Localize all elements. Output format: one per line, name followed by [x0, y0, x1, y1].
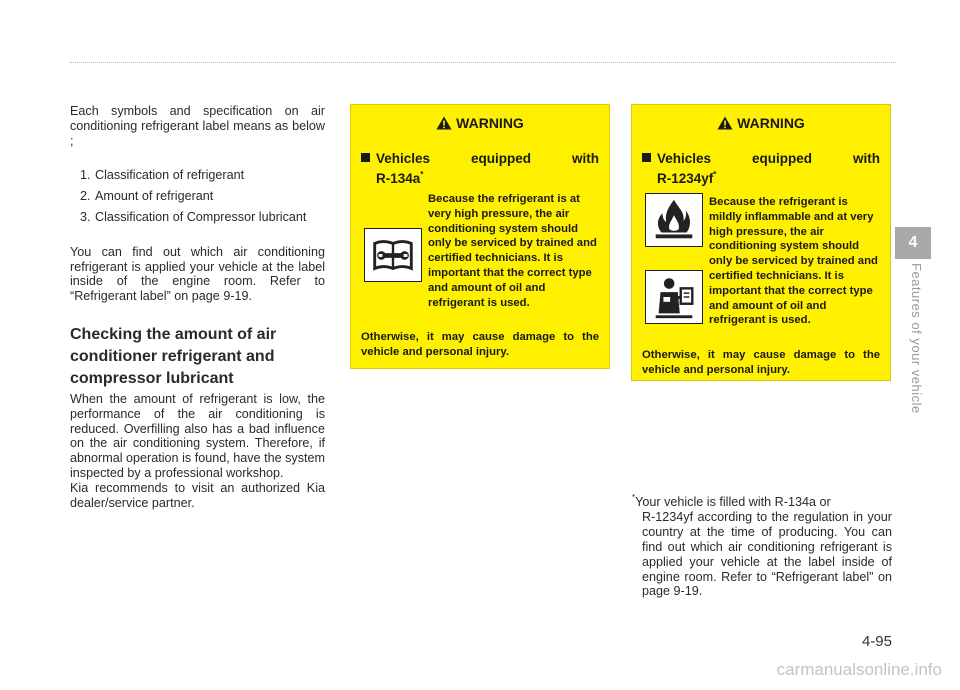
footnote-mark: * [632, 493, 636, 502]
square-bullet-icon [642, 153, 651, 162]
warning-box-r1234yf [631, 104, 891, 381]
warning-subtitle: Vehicles equipped with R-1234yf* [642, 151, 880, 187]
watermark: carmanualsonline.info [776, 660, 942, 679]
warning-body: Because the refrigerant is at very high pressure, the air conditioning system should only be serviced by trained and certified technicians. It is important that the correct type and amount of oil and refrigerant is used. [428, 193, 597, 309]
chapter-title: Features of your vehicle [909, 263, 924, 414]
refrigerant-check-text: When the amount of refrigerant is low, the performance of the air conditioning is reduced. Overfilling also has a bad influence on the air conditioning system. Therefore, if abnormal operation is found, have the system inspected by a professional workshop. [70, 391, 325, 480]
top-divider [70, 62, 896, 63]
warning-footer: Otherwise, it may cause damage to the vehicle and personal injury. [642, 349, 880, 376]
square-bullet-icon [361, 153, 370, 162]
manual-wrench-icon [364, 228, 422, 282]
warning-footer: Otherwise, it may cause damage to the vehicle and personal injury. [361, 331, 599, 358]
refrigerant-label-list [70, 168, 325, 224]
warning-title: WARNING [351, 115, 609, 131]
footnote [632, 491, 892, 599]
footnote-body: R-1234yf according to the regulation in your country at the time of producing. You can find out which air conditioning refrigerant is applied your vehicle at the label inside of engine room. Refer to “Refrigerant label” on page 9-19. [642, 509, 892, 599]
footnote-first-line: Your vehicle is filled with R-134a or [635, 495, 831, 509]
warning-triangle-icon [436, 116, 452, 130]
intro-text: Each symbols and specification on air conditioning refrigerant label means as below ; [70, 104, 325, 148]
list-item: 2. Amount of refrigerant [80, 189, 214, 204]
chapter-tab: 4 [895, 227, 931, 259]
flame-icon [645, 193, 703, 247]
warning-subtitle: Vehicles equipped with R-134a* [361, 151, 599, 187]
section-heading: Checking the amount of air conditioner refrigerant and compressor lubricant [70, 325, 277, 387]
list-item: 3. Classification of Compressor lubricant [80, 209, 307, 224]
warning-triangle-icon [717, 116, 733, 130]
technician-manual-icon [645, 270, 703, 324]
warning-box-r134a [350, 104, 610, 369]
warning-title: WARNING [632, 115, 890, 131]
page-number: 4-95 [861, 633, 892, 650]
left-column [70, 104, 325, 510]
list-item: 1. Classification of refrigerant [80, 168, 245, 183]
dealer-recommendation: Kia recommends to visit an authorized Kia dealer/service partner. [70, 480, 325, 510]
warning-body: Because the refrigerant is mildly inflammable and at very high pressure, the air conditioning system should only be serviced by trained and certified technicians. It is important that the correct type and amount of oil and refrigerant is used. [709, 196, 878, 327]
refrigerant-label-text: You can find out which air conditioning refrigerant is applied your vehicle at the label inside of the engine room. Refer to “Refrigerant label” on page 9-19. [70, 244, 325, 304]
